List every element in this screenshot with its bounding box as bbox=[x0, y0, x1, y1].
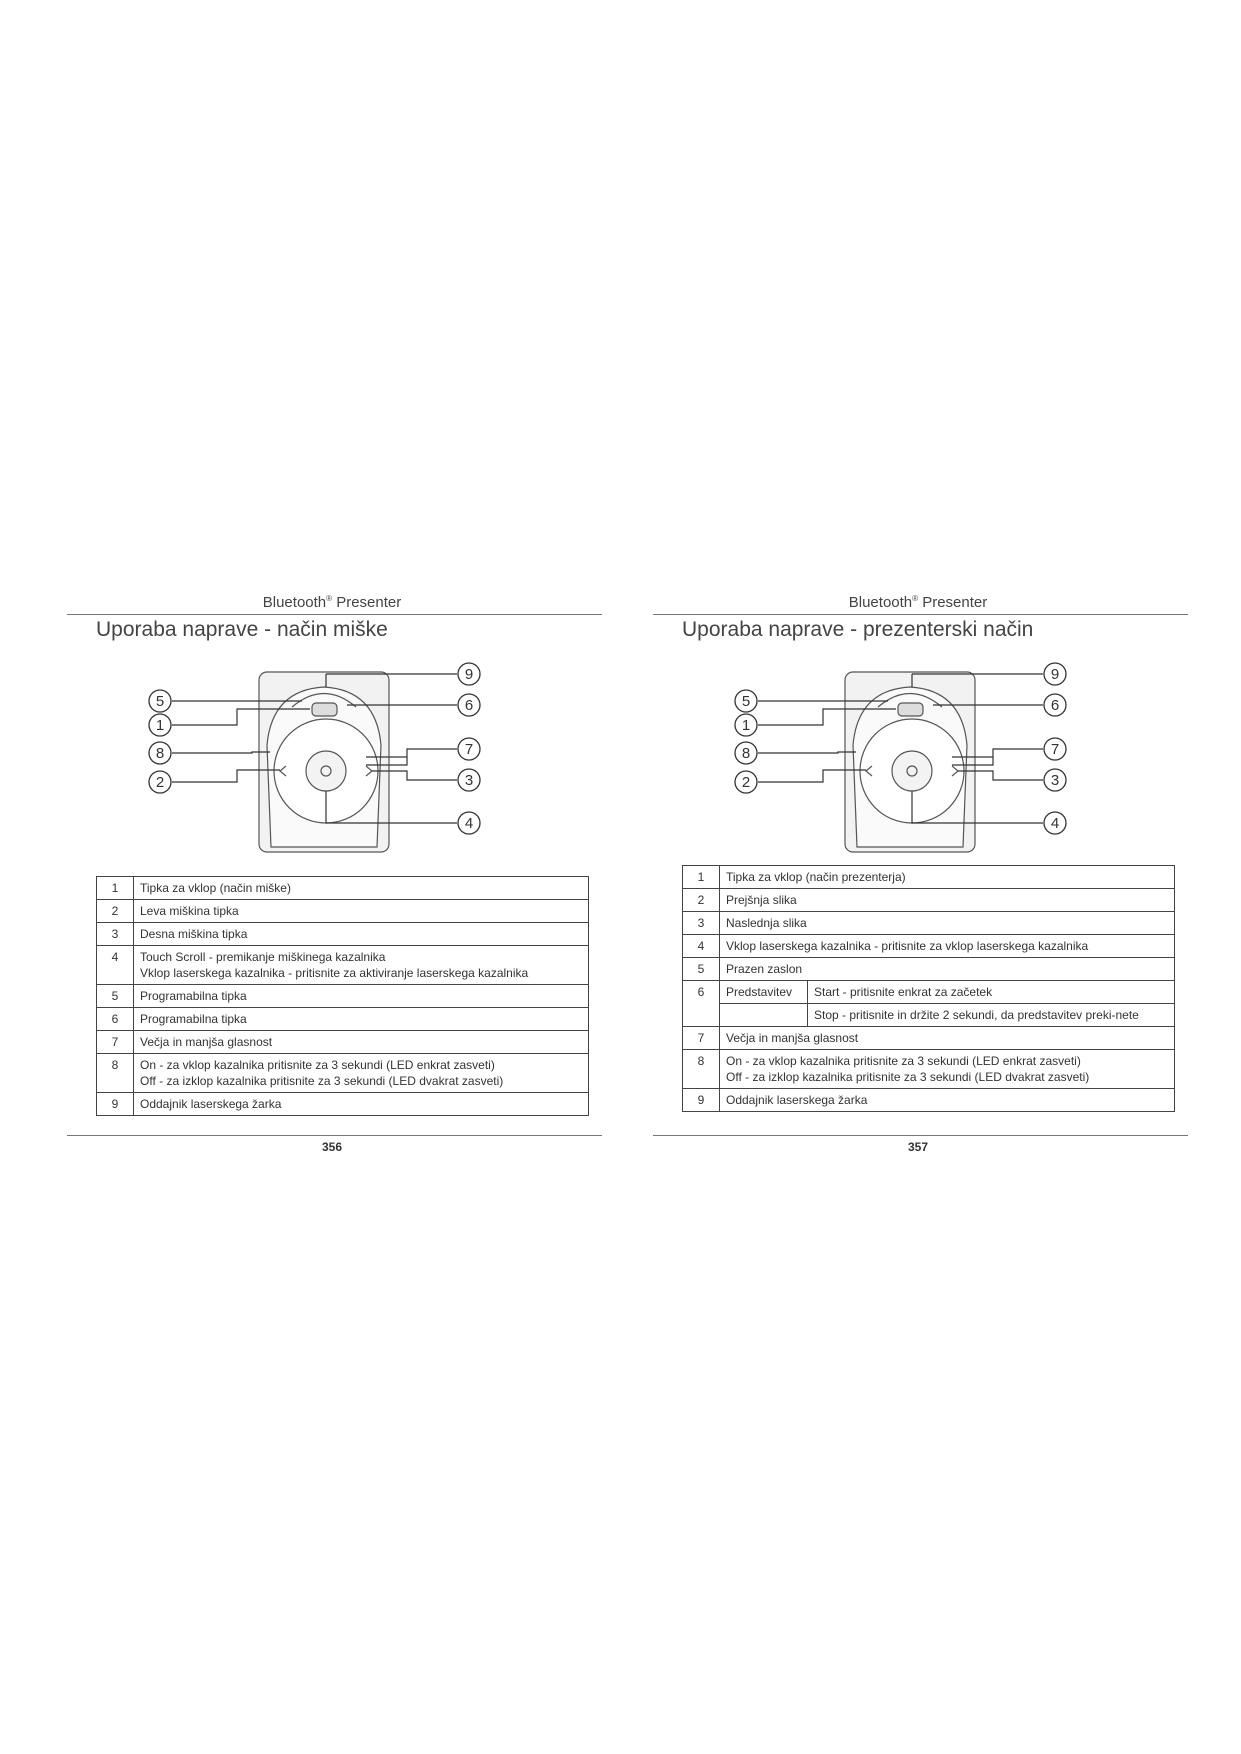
svg-text:7: 7 bbox=[464, 741, 474, 758]
row-number: 2 bbox=[97, 900, 134, 923]
laser-window bbox=[898, 703, 923, 716]
row-number: 9 bbox=[683, 1089, 720, 1112]
row-text: Programabilna tipka bbox=[134, 1008, 589, 1031]
row-text: Oddajnik laserskega žarka bbox=[720, 1089, 1175, 1112]
table-row bbox=[683, 1050, 1175, 1089]
row-number: 9 bbox=[97, 1093, 134, 1116]
row-text: Naslednja slika bbox=[720, 912, 1175, 935]
function-table bbox=[682, 865, 1175, 1112]
row-text: Touch Scroll - premikanje miškinega kazalnika Vklop laserskega kazalnika - pritisnite za aktiviranje laserskega kazalnika bbox=[134, 946, 589, 985]
row-text: Večja in manjša glasnost bbox=[134, 1031, 589, 1054]
svg-text:5: 5 bbox=[155, 693, 165, 710]
svg-text:1: 1 bbox=[155, 717, 165, 734]
callout-5 bbox=[149, 690, 171, 712]
svg-text:3: 3 bbox=[1050, 772, 1060, 789]
page-right bbox=[648, 0, 1188, 1754]
row-text: Prazen zaslon bbox=[720, 958, 1175, 981]
row-sub-label: Predstavitev bbox=[720, 981, 808, 1004]
row-sub-start: Start - pritisnite enkrat za začetek bbox=[808, 981, 1175, 1004]
page-heading: Uporaba naprave - način miške bbox=[96, 618, 388, 641]
svg-text:9: 9 bbox=[1050, 666, 1060, 683]
table-row bbox=[97, 923, 589, 946]
header-title: Bluetooth® Presenter bbox=[262, 594, 402, 611]
header-rule bbox=[653, 614, 1188, 615]
row-number: 5 bbox=[97, 985, 134, 1008]
table-row bbox=[683, 889, 1175, 912]
row-number: 8 bbox=[97, 1054, 134, 1093]
callout-6 bbox=[458, 694, 480, 716]
callout-7 bbox=[458, 738, 480, 760]
table-row bbox=[683, 1089, 1175, 1112]
callout-4 bbox=[1044, 812, 1066, 834]
callout-9 bbox=[458, 663, 480, 685]
device-diagram bbox=[62, 645, 602, 860]
row-sub-spacer bbox=[720, 1004, 808, 1027]
table-row bbox=[97, 877, 589, 900]
callout-3 bbox=[1044, 769, 1066, 791]
row-text: Tipka za vklop (način prezenterja) bbox=[720, 866, 1175, 889]
callout-2 bbox=[149, 771, 171, 793]
callout-4 bbox=[458, 812, 480, 834]
page-number: 356 bbox=[321, 1140, 343, 1154]
page-number: 357 bbox=[907, 1140, 929, 1154]
svg-text:1: 1 bbox=[741, 717, 751, 734]
row-number: 4 bbox=[97, 946, 134, 985]
footer-rule bbox=[67, 1135, 602, 1136]
svg-text:9: 9 bbox=[464, 666, 474, 683]
table-row bbox=[683, 866, 1175, 889]
table-row bbox=[683, 935, 1175, 958]
callout-8 bbox=[149, 742, 171, 764]
callout-3 bbox=[458, 769, 480, 791]
svg-text:8: 8 bbox=[155, 745, 165, 762]
function-table bbox=[96, 876, 589, 1116]
row-number: 5 bbox=[683, 958, 720, 981]
row-text: Večja in manjša glasnost bbox=[720, 1027, 1175, 1050]
callout-2 bbox=[735, 771, 757, 793]
row-text: Leva miškina tipka bbox=[134, 900, 589, 923]
row-text: On - za vklop kazalnika pritisnite za 3 sekundi (LED enkrat zasveti) Off - za izklop kazalnika pritisnite za 3 sekundi (LED dvakrat zasveti) bbox=[720, 1050, 1175, 1089]
callout-1 bbox=[735, 714, 757, 736]
table-row bbox=[97, 985, 589, 1008]
row-text: Desna miškina tipka bbox=[134, 923, 589, 946]
table-row bbox=[683, 981, 1175, 1004]
table-row bbox=[683, 1004, 1175, 1027]
footer-rule bbox=[653, 1135, 1188, 1136]
device-diagram bbox=[648, 645, 1188, 860]
row-number: 2 bbox=[683, 889, 720, 912]
callout-1 bbox=[149, 714, 171, 736]
row-number: 3 bbox=[97, 923, 134, 946]
row-text: Tipka za vklop (način miške) bbox=[134, 877, 589, 900]
row-number: 1 bbox=[97, 877, 134, 900]
svg-text:4: 4 bbox=[1050, 815, 1060, 832]
svg-text:3: 3 bbox=[464, 772, 474, 789]
page-heading: Uporaba naprave - prezenterski način bbox=[682, 618, 1034, 641]
header-title: Bluetooth® Presenter bbox=[848, 594, 988, 611]
row-number: 6 bbox=[683, 981, 720, 1027]
table-row bbox=[97, 1093, 589, 1116]
table-row bbox=[97, 1008, 589, 1031]
svg-text:6: 6 bbox=[1050, 697, 1060, 714]
table-row bbox=[683, 912, 1175, 935]
row-number: 7 bbox=[97, 1031, 134, 1054]
svg-text:8: 8 bbox=[741, 745, 751, 762]
callout-5 bbox=[735, 690, 757, 712]
svg-text:5: 5 bbox=[741, 693, 751, 710]
header-rule bbox=[67, 614, 602, 615]
laser-window bbox=[312, 703, 337, 716]
callout-9 bbox=[1044, 663, 1066, 685]
svg-text:7: 7 bbox=[1050, 741, 1060, 758]
svg-text:4: 4 bbox=[464, 815, 474, 832]
row-number: 4 bbox=[683, 935, 720, 958]
touch-scroll-pad bbox=[892, 751, 932, 791]
table-row bbox=[97, 1054, 589, 1093]
table-row bbox=[683, 958, 1175, 981]
table-row bbox=[97, 900, 589, 923]
table-row bbox=[97, 1031, 589, 1054]
row-number: 7 bbox=[683, 1027, 720, 1050]
svg-text:2: 2 bbox=[741, 774, 751, 791]
callout-6 bbox=[1044, 694, 1066, 716]
table-row bbox=[683, 1027, 1175, 1050]
row-number: 3 bbox=[683, 912, 720, 935]
touch-scroll-pad bbox=[306, 751, 346, 791]
page-left bbox=[62, 0, 602, 1754]
row-text: On - za vklop kazalnika pritisnite za 3 sekundi (LED enkrat zasveti) Off - za izklop kazalnika pritisnite za 3 sekundi (LED dvakrat zasveti) bbox=[134, 1054, 589, 1093]
row-text: Oddajnik laserskega žarka bbox=[134, 1093, 589, 1116]
row-text: Vklop laserskega kazalnika - pritisnite za vklop laserskega kazalnika bbox=[720, 935, 1175, 958]
svg-text:2: 2 bbox=[155, 774, 165, 791]
table-row bbox=[97, 946, 589, 985]
row-number: 6 bbox=[97, 1008, 134, 1031]
row-text: Programabilna tipka bbox=[134, 985, 589, 1008]
callout-8 bbox=[735, 742, 757, 764]
row-number: 8 bbox=[683, 1050, 720, 1089]
row-number: 1 bbox=[683, 866, 720, 889]
row-sub-stop: Stop - pritisnite in držite 2 sekundi, da predstavitev preki-nete bbox=[808, 1004, 1175, 1027]
callout-7 bbox=[1044, 738, 1066, 760]
row-text: Prejšnja slika bbox=[720, 889, 1175, 912]
svg-text:6: 6 bbox=[464, 697, 474, 714]
